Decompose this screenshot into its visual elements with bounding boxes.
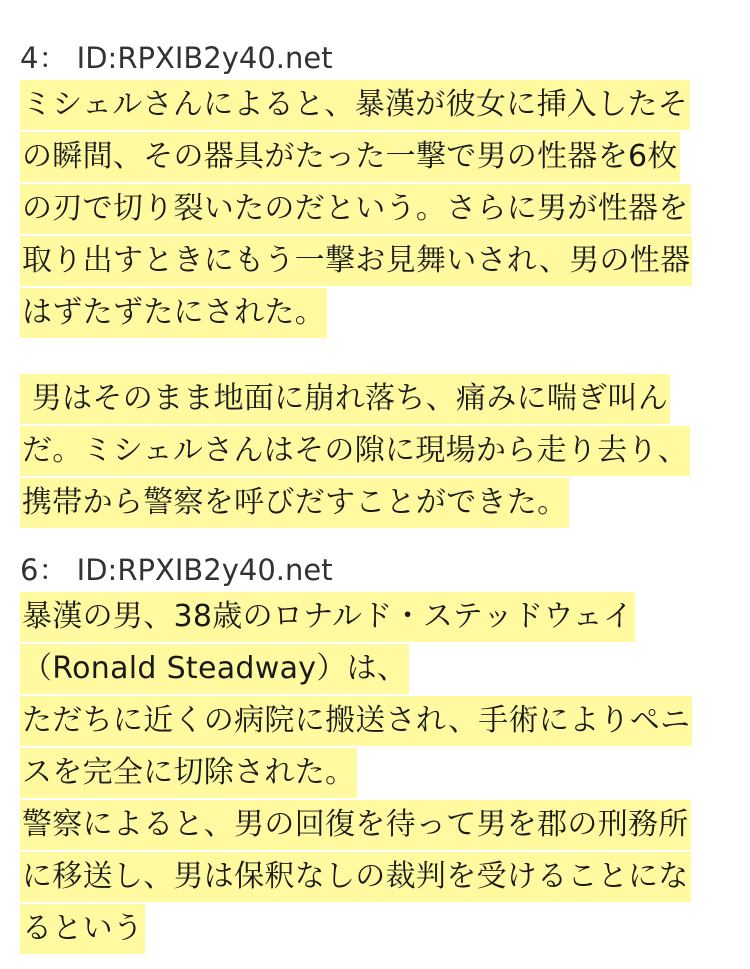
highlighted-text-line: の瞬間、その器具がたった一撃で男の性器を6枚 xyxy=(20,132,680,182)
highlighted-text-line: 取り出すときにもう一撃お見舞いされ、男の性器 xyxy=(20,236,692,286)
highlighted-text-line: 警察によると、男の回復を待って男を郡の刑務所 xyxy=(20,800,691,850)
highlighted-text-line: に移送し、男は保釈なしの裁判を受けることにな xyxy=(20,852,691,902)
highlighted-text-line: だ。ミシェルさんはその隙に現場から走り去り、 xyxy=(20,426,690,476)
highlighted-text-line: 携帯から警察を呼びだすことができた。 xyxy=(20,478,569,528)
highlighted-text-line: スを完全に切除された。 xyxy=(20,748,357,798)
post-4 xyxy=(20,40,732,530)
highlighted-text-line: はずたずたにされた。 xyxy=(20,288,327,338)
post-6 xyxy=(20,552,732,956)
highlighted-text-line: （Ronald Steadway）は、 xyxy=(20,644,409,694)
highlighted-text-line: ミシェルさんによると、暴漢が彼女に挿入したそ xyxy=(20,80,690,130)
highlighted-text-line: 男はそのまま地面に崩れ落ち、痛みに喘ぎ叫ん xyxy=(20,374,670,424)
post-body-paragraph xyxy=(20,592,732,956)
post-header: 6： ID:RPXIB2y40.net xyxy=(20,553,333,587)
post-header: 4： ID:RPXIB2y40.net xyxy=(20,41,333,75)
highlighted-text-line: るという xyxy=(20,904,145,954)
post-body-paragraph xyxy=(20,80,732,340)
highlighted-text-line: 暴漢の男、38歳のロナルド・ステッドウェイ xyxy=(20,592,635,642)
post-body-paragraph xyxy=(20,374,732,530)
paragraph-gap xyxy=(20,340,732,374)
highlighted-text-line: ただちに近くの病院に搬送され、手術によりペニ xyxy=(20,696,692,746)
highlighted-text-line: の刃で切り裂いたのだという。さらに男が性器を xyxy=(20,184,691,234)
